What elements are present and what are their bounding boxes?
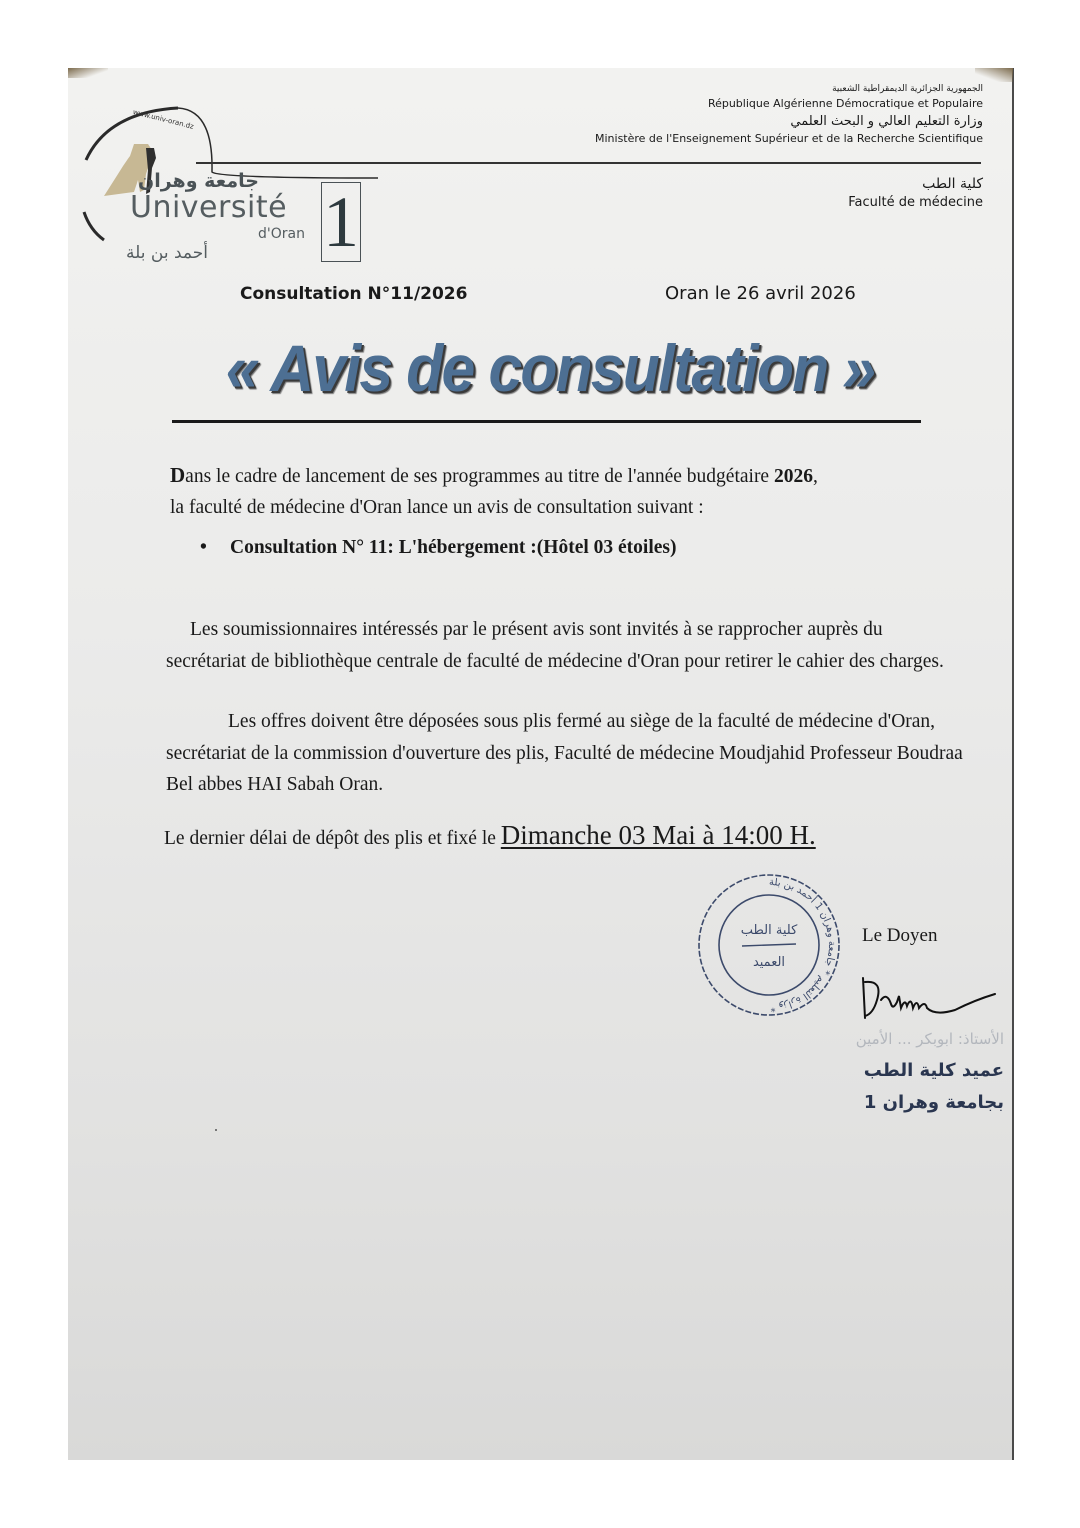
deadline-line [164,820,816,851]
document-title: « Avis de consultation » [225,331,875,405]
retrieve-paragraph [166,614,966,677]
signatory-title-arabic: عميد كلية الطب [863,1060,1004,1081]
intro-year: 2026 [773,466,813,487]
title-underline [172,420,921,423]
official-stamp-icon [694,870,844,1020]
republic-french: République Algérienne Démocratique et Populaire [707,97,983,110]
faculty-french: Faculté de médecine [848,195,983,210]
letterhead-divider [196,162,981,164]
list-item [200,537,677,559]
university-logo [78,100,378,270]
signatory-name-arabic: الأستاذ: ابوبكر ... الأمين [855,1030,1004,1048]
stamp-dean-text: العميد [752,955,786,970]
signatory-university-arabic: بجامعة وهران 1 [863,1092,1004,1113]
logo-url: www.univ-oran.dz [132,108,195,131]
submit-text: Les offres doivent être déposées sous plis fermé au siège de la faculté de médecine d'Oran, secrétariat de la commission d'ouverture des plis, Faculté de médecine Moudjahid Professeur Boudraa Bel abbes HAI Sabah Oran. [166,711,963,795]
ministry-arabic: وزارة التعليم العالي و البحث العلمي [790,114,983,129]
logo-name-arabic: جامعة وهران [138,170,259,192]
republic-arabic: الجمهورية الجزائرية الديمقراطية الشعبية [832,84,983,94]
signatory-role: Le Doyen [862,925,938,946]
intro-end: , [812,466,818,487]
bullet-icon: • [200,537,207,558]
logo-number-box [321,182,361,262]
deadline-value: Dimanche 03 Mai à 14:00 H. [500,820,816,850]
deadline-label: Le dernier délai de dépôt des plis et fixé le [164,828,501,849]
faculty-arabic: كلية الطب [922,176,983,192]
handwritten-signature-icon [855,970,1005,1030]
logo-city: d'Oran [258,226,305,242]
logo-subtitle-arabic: أحمد بن بلة [126,243,208,263]
page-corner-shadow [68,68,108,78]
paper-speck [215,1129,217,1131]
consultation-item-label: Consultation N° 11: L'hébergement :(Hôtel 03 étoiles) [230,537,677,558]
intro-paragraph [170,460,970,523]
intro-text: ans le cadre de lancement de ses programmes au titre de l'année budgétaire [185,466,774,487]
consultation-number: Consultation N°11/2026 [240,284,468,304]
place-date: Oran le 26 avril 2026 [665,283,856,304]
letterhead [595,84,983,145]
ministry-french: Ministère de l'Enseignement Supérieur et de la Recherche Scientifique [595,132,983,145]
stamp-ring-text: وزارة التعليم * جامعة وهران 1 أحمد بن بلة * [768,876,837,1014]
intro-line2: la faculté de médecine d'Oran lance un avis de consultation suivant : [170,497,704,518]
page-corner-shadow [975,68,1013,82]
intro-initial: D [170,463,186,487]
logo-number: 1 [323,182,359,262]
stamp-faculty-text: كلية الطب [740,923,798,938]
submit-paragraph [166,706,966,801]
retrieve-text: Les soumissionnaires intéressés par le présent avis sont invités à se rapprocher auprès du secrétariat de bibliothèque centrale de faculté de médecine d'Oran pour retirer le cahier des charges. [166,619,944,672]
logo-name-french: Université [130,190,288,225]
